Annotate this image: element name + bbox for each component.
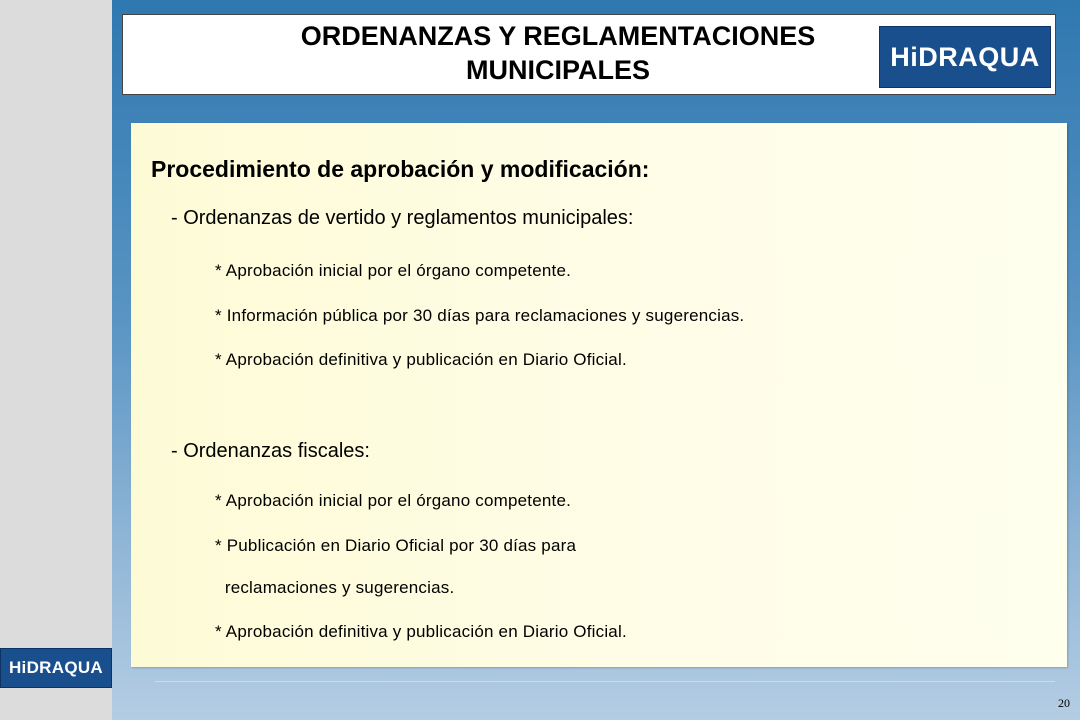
page-title-line1: ORDENANZAS Y REGLAMENTACIONES bbox=[300, 21, 816, 51]
brand-logo-text: HiDRAQUA bbox=[890, 41, 1040, 72]
list-item: reclamaciones y sugerencias. bbox=[215, 578, 455, 597]
list-item: * Aprobación definitiva y publicación en Diario Oficial. bbox=[215, 622, 627, 641]
section-title-vertido: - Ordenanzas de vertido y reglamentos municipales: bbox=[171, 207, 634, 229]
list-item: * Aprobación inicial por el órgano competente. bbox=[215, 491, 572, 510]
sidebar-logo-text: HiDRAQUA bbox=[8, 658, 103, 677]
footer-divider bbox=[155, 681, 1055, 682]
page-title bbox=[123, 19, 993, 87]
brand-logo bbox=[879, 26, 1051, 88]
list-item: * Información pública por 30 días para reclamaciones y sugerencias. bbox=[215, 306, 745, 325]
list-item: * Aprobación definitiva y publicación en Diario Oficial. bbox=[215, 350, 627, 369]
page-number: 20 bbox=[1058, 696, 1070, 710]
title-box bbox=[122, 14, 1056, 95]
content-panel bbox=[131, 123, 1067, 667]
sidebar-logo bbox=[0, 648, 112, 688]
left-sidebar-strip bbox=[0, 0, 112, 720]
page-title-line2: MUNICIPALES bbox=[465, 55, 650, 85]
content-heading: Procedimiento de aprobación y modificación: bbox=[151, 156, 650, 182]
list-item: * Aprobación inicial por el órgano competente. bbox=[215, 261, 572, 280]
section-title-fiscales: - Ordenanzas fiscales: bbox=[171, 440, 370, 462]
list-item: * Publicación en Diario Oficial por 30 días para bbox=[215, 536, 577, 555]
